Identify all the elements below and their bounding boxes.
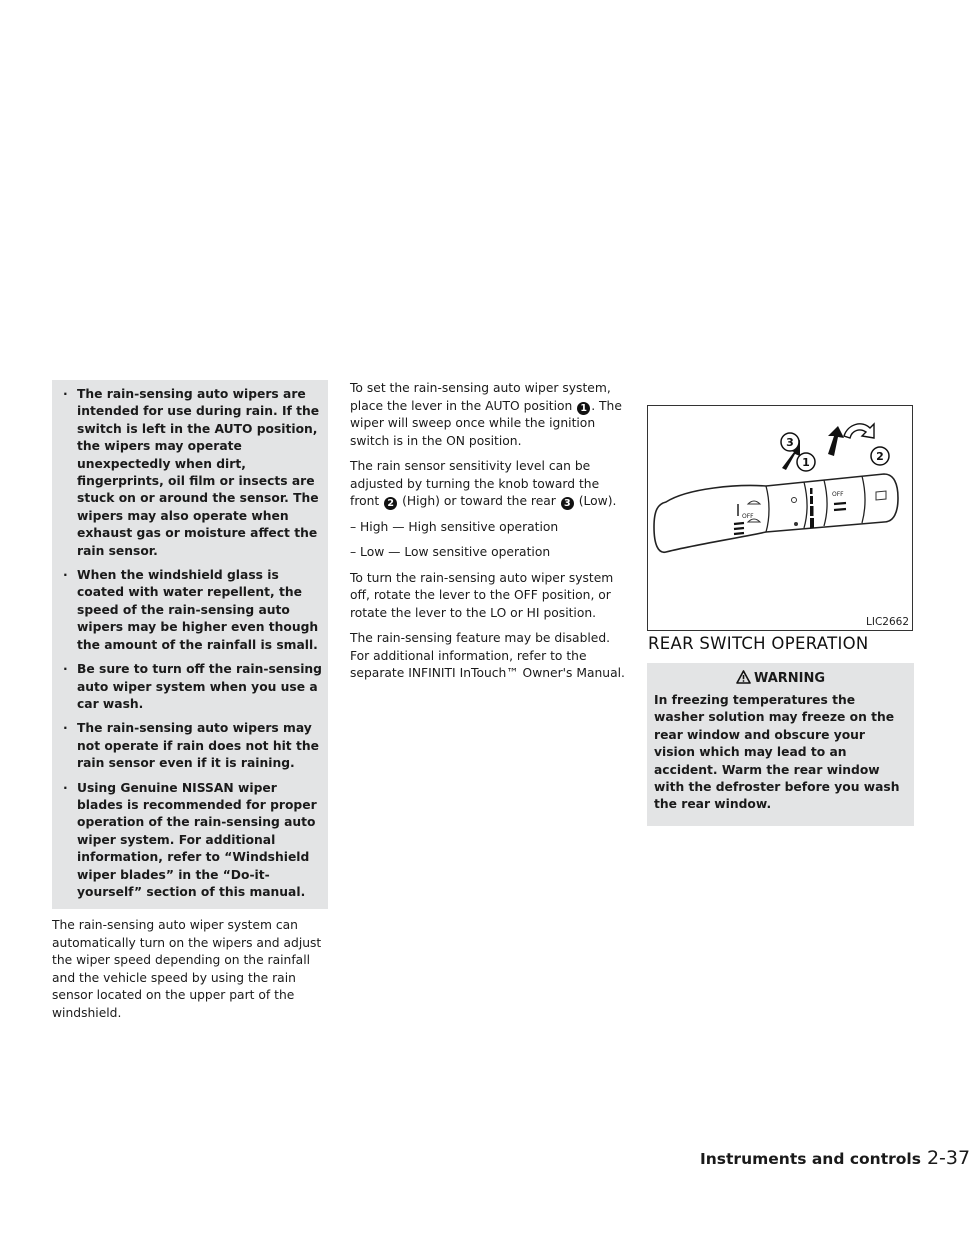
turnoff-paragraph: To turn the rain-sensing auto wiper system off, rotate the lever to the OFF position, or rotate the lever to the LO or HI position. xyxy=(350,570,614,620)
warning-heading-text: WARNING xyxy=(753,671,826,686)
rotate-arrow-icon xyxy=(844,424,874,438)
callout-3-badge: 3 xyxy=(561,497,574,510)
sensitivity-text-before: The rain sensor sensitivity level can be adjusted by turning the knob toward the front xyxy=(350,459,600,508)
sensitivity-text-after: (Low). xyxy=(574,494,617,508)
callout-1-badge: 1 xyxy=(577,402,590,415)
callout-3-label: 3 xyxy=(786,436,794,449)
set-paragraph xyxy=(350,380,626,450)
warning-text: In freezing temperatures the washer solution may freeze on the rear window and obscure your vision which may lead to an accident. Warm the rear window with the defroster before you wash the rear window. xyxy=(654,693,900,812)
caution-text: Be sure to turn off the rain-sensing auto wiper system when you use a car wash. xyxy=(77,662,322,711)
lever-off-label: OFF xyxy=(832,491,844,498)
bullet-mark: · xyxy=(63,662,68,677)
caution-text: When the windshield glass is coated with water repellent, the speed of the rain-sensing auto wipers may be higher even though the amount of the rainfall is small. xyxy=(77,568,319,652)
sensitivity-list-item: – Low — Low sensitive operation xyxy=(350,545,551,559)
raindrop-icon xyxy=(794,522,798,526)
page-footer xyxy=(700,1147,970,1169)
bullet-mark: · xyxy=(63,780,68,795)
caution-text: The rain-sensing auto wipers may not operate if rain does not hit the rain sensor even if it is raining. xyxy=(77,721,319,771)
caution-text: The rain-sensing auto wipers are intended for use during rain. If the switch is left in the AUTO position, the wipers may operate unexpectedly when dirt, fingerprints, oil film or insects are stuck on or around the sensor. The wipers may also operate when exhaust gas or moisture affect the rain sensor. xyxy=(77,387,320,558)
caution-bullet xyxy=(58,386,322,560)
middle-column xyxy=(350,380,626,683)
page-number: 2-37 xyxy=(926,1147,970,1169)
sensitivity-paragraph xyxy=(350,458,626,511)
caution-text: Using Genuine NISSAN wiper blades is recommended for proper operation of the rain-sensing auto wiper system. For additional information, refer to “Windshield wiper blades” in the “Do-it-yourself” section of this manual. xyxy=(77,780,317,899)
lever-outline xyxy=(654,474,898,552)
sensitivity-list-item: – High — High sensitive operation xyxy=(350,519,559,534)
section-title: REAR SWITCH OPERATION xyxy=(648,634,869,653)
wiper-lever-figure xyxy=(647,405,913,631)
bullet-mark: · xyxy=(63,568,68,583)
caution-box xyxy=(52,380,328,909)
sensitivity-text-middle: (High) or toward the rear xyxy=(398,494,560,508)
figure-code: LIC2662 xyxy=(866,616,909,628)
callout-2-label: 2 xyxy=(876,450,884,463)
bullet-mark: · xyxy=(63,387,68,401)
wiper-lever-illustration xyxy=(648,406,912,630)
disable-paragraph: The rain-sensing feature may be disabled. For additional information, refer to the separate INFINITI InTouch™ Owner's Manual. xyxy=(350,631,625,680)
lever-off-label: OFF xyxy=(742,513,754,520)
bullet-mark: · xyxy=(63,721,68,736)
warning-triangle-icon xyxy=(736,670,751,684)
left-column xyxy=(52,380,328,1022)
set-text-after: . The wiper will sweep once while the ignition switch is in the ON position. xyxy=(350,398,622,448)
footer-chapter: Instruments and controls xyxy=(700,1150,921,1168)
set-text-before: To set the rain-sensing auto wiper system, place the lever in the AUTO position xyxy=(350,381,611,413)
callout-2-badge: 2 xyxy=(384,497,397,510)
caution-bullet xyxy=(58,567,322,654)
auto-up-arrow-icon xyxy=(828,426,844,456)
intro-paragraph: The rain-sensing auto wiper system can automatically turn on the wipers and adjust the wiper speed depending on the rainfall and the vehicle speed by using the rain sensor located on the upper part of the windshield. xyxy=(52,918,322,1020)
warning-box xyxy=(647,663,914,826)
caution-bullet xyxy=(58,661,322,713)
warning-heading xyxy=(647,663,914,692)
caution-bullet xyxy=(58,720,322,772)
caution-bullet xyxy=(58,780,322,902)
callout-1-label: 1 xyxy=(802,456,810,469)
